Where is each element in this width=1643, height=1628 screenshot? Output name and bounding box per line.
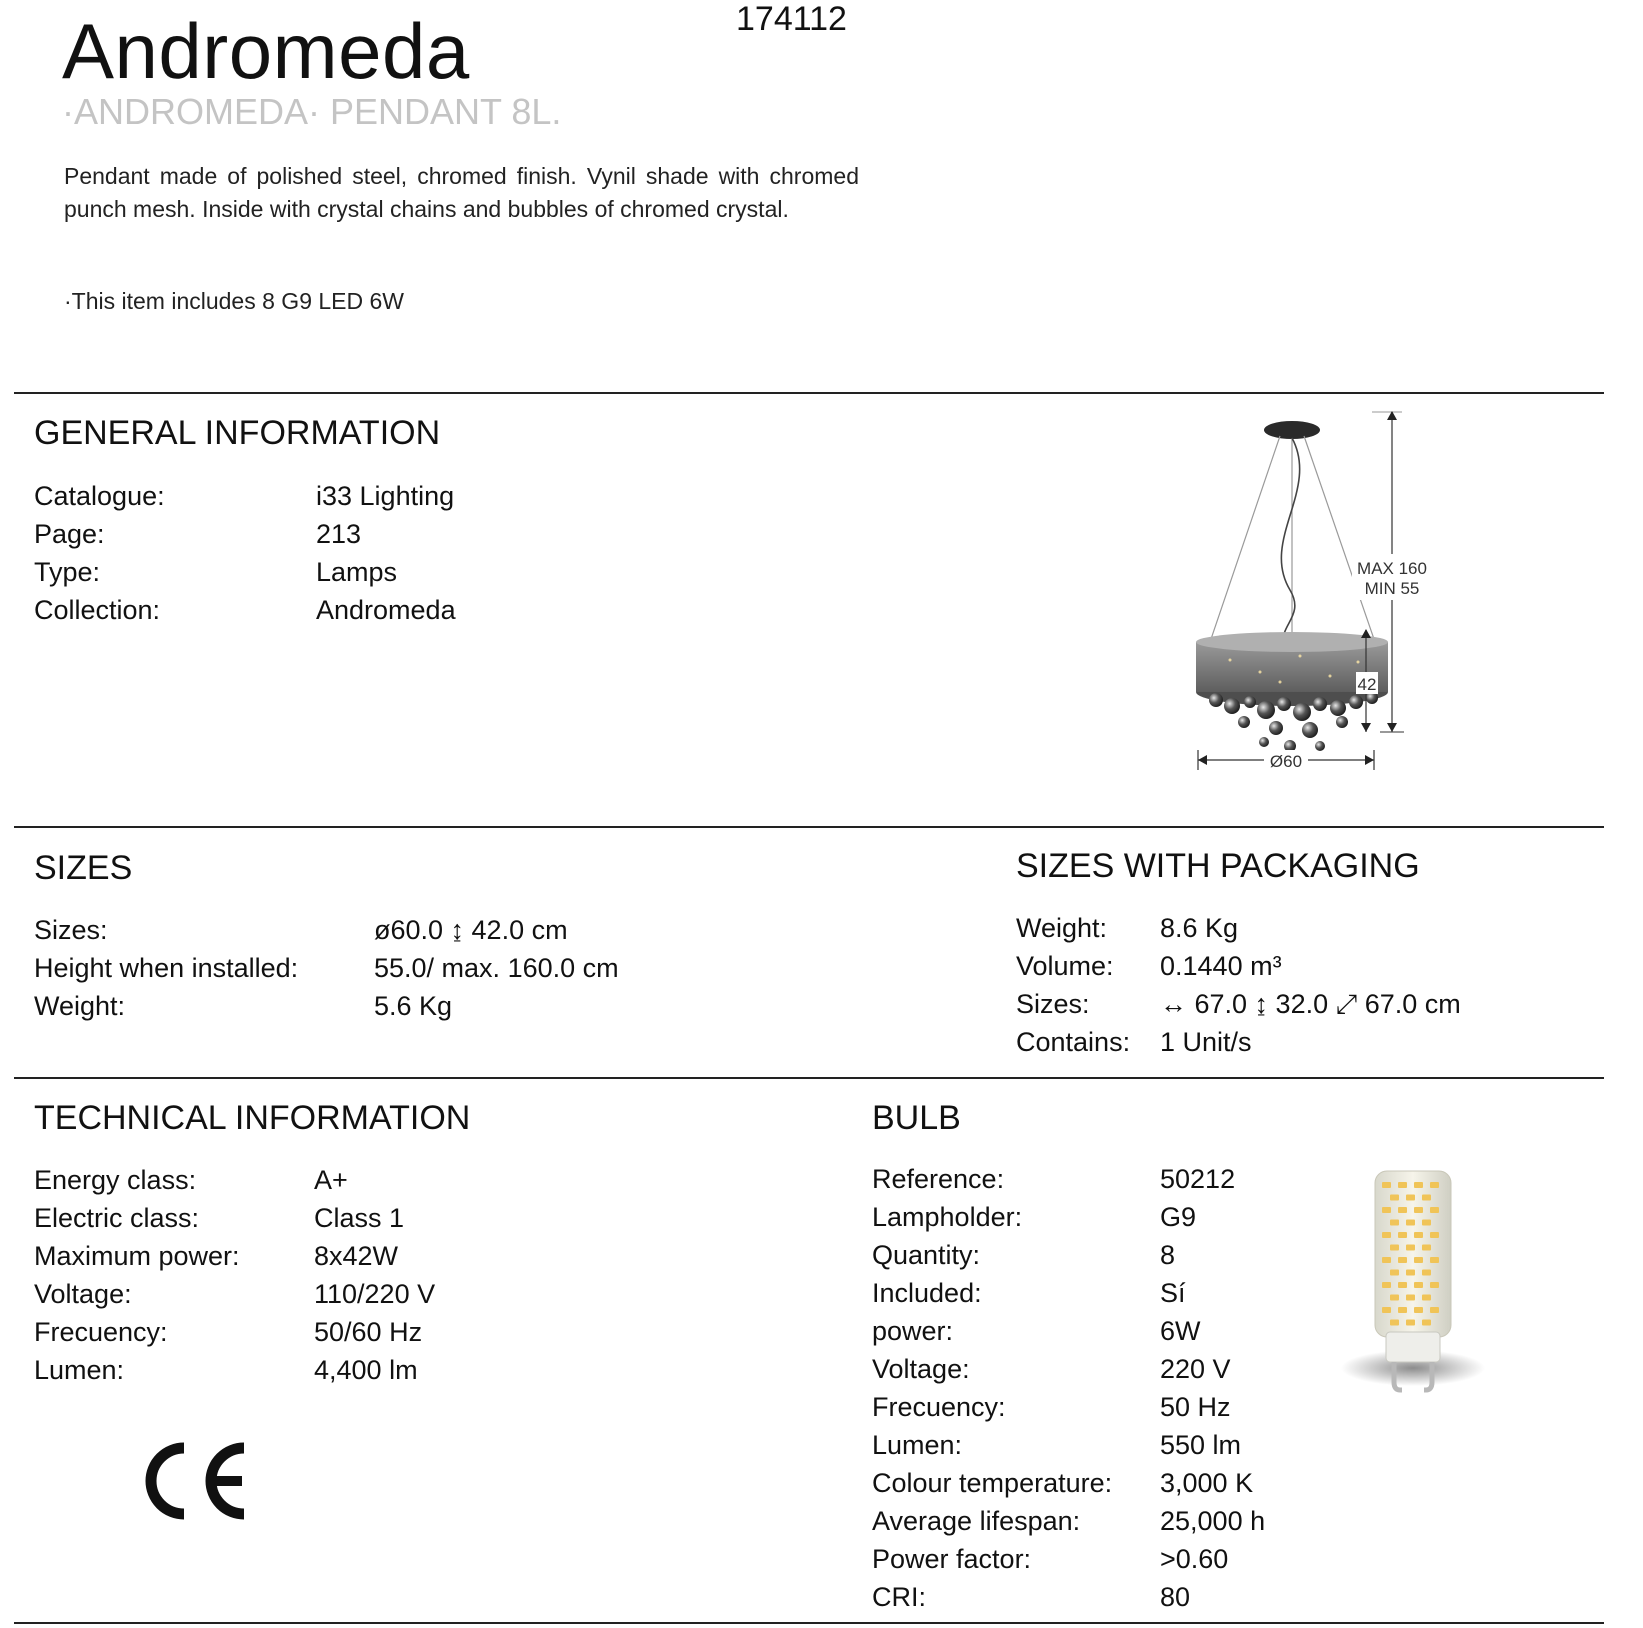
technical-value: 50/60 Hz <box>314 1317 423 1347</box>
diameter-label: Ø60 <box>1269 752 1303 771</box>
technical-label: Lumen: <box>34 1355 125 1385</box>
technical-value: 110/220 V <box>314 1279 436 1309</box>
pendant-diagram <box>1180 410 1480 805</box>
general-value: Andromeda <box>316 595 456 625</box>
led-chip <box>1390 1245 1399 1251</box>
wire <box>1210 436 1280 642</box>
general-value: 213 <box>316 519 362 549</box>
led-chip <box>1390 1220 1399 1226</box>
led-chip <box>1398 1307 1407 1313</box>
led-chip <box>1414 1307 1423 1313</box>
arrow-head <box>1365 755 1374 765</box>
led-chip <box>1414 1282 1423 1288</box>
led-chip <box>1430 1282 1439 1288</box>
bulb-label: Colour temperature: <box>872 1468 1113 1498</box>
technical-value: 8x42W <box>314 1241 399 1271</box>
technical-value: A+ <box>314 1165 348 1195</box>
led-chip <box>1390 1195 1399 1201</box>
shade-height-label: 42 <box>1357 675 1377 694</box>
led-chip <box>1390 1270 1399 1276</box>
arrow-head <box>1198 755 1207 765</box>
bulb-label: Average lifespan: <box>872 1506 1081 1536</box>
shade-top <box>1196 632 1388 652</box>
bulb-label: Reference: <box>872 1164 1005 1194</box>
led-chip <box>1382 1257 1391 1263</box>
led-chip <box>1406 1220 1415 1226</box>
bulb-label: CRI: <box>872 1582 926 1612</box>
led-chip <box>1422 1270 1431 1276</box>
bulb-value: 220 V <box>1160 1354 1231 1384</box>
divider-bottom <box>14 1622 1604 1624</box>
sizes-value: 55.0/ max. 160.0 cm <box>374 953 619 983</box>
bulb-note: ·This item includes 8 G9 LED 6W <box>64 288 405 314</box>
power-cable <box>1281 438 1299 642</box>
led-chip <box>1398 1282 1407 1288</box>
led-chip <box>1382 1232 1391 1238</box>
height-max-label: MAX 160 <box>1357 559 1427 578</box>
arrow-head <box>1387 723 1397 732</box>
led-chip <box>1414 1257 1423 1263</box>
led-chip <box>1414 1232 1423 1238</box>
g9-bulb-image <box>1338 1168 1488 1400</box>
product-description: Pendant made of polished steel, chromed finish. Vynil shade with chromed punch mesh. Inside with crystal chains and bubbles of chromed crystal. <box>64 163 859 222</box>
general-value: i33 Lighting <box>316 481 455 511</box>
led-chip <box>1406 1195 1415 1201</box>
arrow-head <box>1361 723 1371 732</box>
technical-label: Frecuency: <box>34 1317 168 1347</box>
bulb-label: Lumen: <box>872 1430 963 1460</box>
sizes-label: Sizes: <box>34 915 108 945</box>
bulb-label: power: <box>872 1316 954 1346</box>
general-label: Collection: <box>34 595 161 625</box>
led-chip <box>1422 1320 1431 1326</box>
general-label: Page: <box>34 519 105 549</box>
led-chip <box>1414 1207 1423 1213</box>
bulb-heading: BULB <box>872 1099 961 1137</box>
technical-label: Voltage: <box>34 1279 132 1309</box>
bulb-base <box>1386 1332 1440 1362</box>
technical-heading: TECHNICAL INFORMATION <box>34 1099 471 1137</box>
led-chip <box>1406 1270 1415 1276</box>
general-label: Type: <box>34 557 101 587</box>
packaging-label: Sizes: <box>1016 989 1090 1019</box>
bulb-label: Frecuency: <box>872 1392 1006 1422</box>
packaging-value: ↔ 67.0 ↨ 32.0 ⤢ 67.0 cm <box>1160 989 1461 1019</box>
led-chip <box>1422 1195 1431 1201</box>
divider-general <box>14 392 1604 394</box>
led-chip <box>1422 1220 1431 1226</box>
led-chip <box>1390 1295 1399 1301</box>
technical-value: 4,400 lm <box>314 1355 418 1385</box>
led-chip <box>1414 1182 1423 1188</box>
led-chip <box>1406 1295 1415 1301</box>
bulb-value: 3,000 K <box>1160 1468 1254 1498</box>
led-chip <box>1430 1182 1439 1188</box>
packaging-label: Volume: <box>1016 951 1114 981</box>
led-chip <box>1398 1232 1407 1238</box>
general-heading: GENERAL INFORMATION <box>34 414 441 452</box>
product-title: Andromeda <box>62 7 470 95</box>
bulb-label: Voltage: <box>872 1354 970 1384</box>
led-chip <box>1430 1232 1439 1238</box>
packaging-label: Contains: <box>1016 1027 1131 1057</box>
led-chip <box>1398 1182 1407 1188</box>
bulb-value: 50212 <box>1160 1164 1236 1194</box>
product-subtitle: ·ANDROMEDA· PENDANT 8L. <box>62 91 562 132</box>
packaging-heading: SIZES WITH PACKAGING <box>1016 847 1420 885</box>
sizes-value: ø60.0 ↨ 42.0 cm <box>374 915 568 945</box>
bulb-value: 8 <box>1160 1240 1176 1270</box>
led-chip <box>1430 1307 1439 1313</box>
ceiling-canopy <box>1264 421 1320 439</box>
divider-technical <box>14 1077 1604 1079</box>
sizes-label: Height when installed: <box>34 953 299 983</box>
packaging-label: Weight: <box>1016 913 1108 943</box>
bulb-label: Included: <box>872 1278 982 1308</box>
bulb-label: Lampholder: <box>872 1202 1023 1232</box>
led-chip <box>1390 1320 1399 1326</box>
technical-label: Energy class: <box>34 1165 197 1195</box>
led-chip <box>1382 1207 1391 1213</box>
led-chip <box>1382 1282 1391 1288</box>
sizes-heading: SIZES <box>34 849 133 887</box>
bulb-value: 6W <box>1160 1316 1201 1346</box>
height-min-label: MIN 55 <box>1364 579 1420 598</box>
technical-label: Electric class: <box>34 1203 200 1233</box>
bulb-label: Quantity: <box>872 1240 981 1270</box>
ce-mark-icon <box>138 1438 252 1524</box>
bulb-label: Power factor: <box>872 1544 1032 1574</box>
led-chip <box>1430 1207 1439 1213</box>
led-chip <box>1406 1320 1415 1326</box>
arrow-head <box>1361 629 1371 638</box>
wire <box>1304 436 1375 642</box>
general-value: Lamps <box>316 557 398 587</box>
technical-value: Class 1 <box>314 1203 405 1233</box>
bulb-value: Sí <box>1160 1278 1186 1308</box>
technical-label: Maximum power: <box>34 1241 240 1271</box>
led-chip <box>1422 1295 1431 1301</box>
bulb-value: >0.60 <box>1160 1544 1229 1574</box>
bulb-value: 25,000 h <box>1160 1506 1266 1536</box>
bulb-value: G9 <box>1160 1202 1197 1232</box>
sizes-label: Weight: <box>34 991 126 1021</box>
bulb-value: 50 Hz <box>1160 1392 1231 1422</box>
divider-sizes <box>14 826 1604 828</box>
bulb-value: 80 <box>1160 1582 1191 1612</box>
led-chip <box>1422 1245 1431 1251</box>
product-reference: 174112 <box>736 0 847 38</box>
led-chip <box>1398 1257 1407 1263</box>
sizes-value: 5.6 Kg <box>374 991 453 1021</box>
led-chip <box>1406 1245 1415 1251</box>
led-chip <box>1430 1257 1439 1263</box>
bulb-value: 550 lm <box>1160 1430 1242 1460</box>
packaging-value: 1 Unit/s <box>1160 1027 1252 1057</box>
packaging-value: 8.6 Kg <box>1160 913 1239 943</box>
general-label: Catalogue: <box>34 481 165 511</box>
led-chip <box>1382 1307 1391 1313</box>
packaging-value: 0.1440 m³ <box>1160 951 1282 981</box>
led-chip <box>1398 1207 1407 1213</box>
led-chip <box>1382 1182 1391 1188</box>
